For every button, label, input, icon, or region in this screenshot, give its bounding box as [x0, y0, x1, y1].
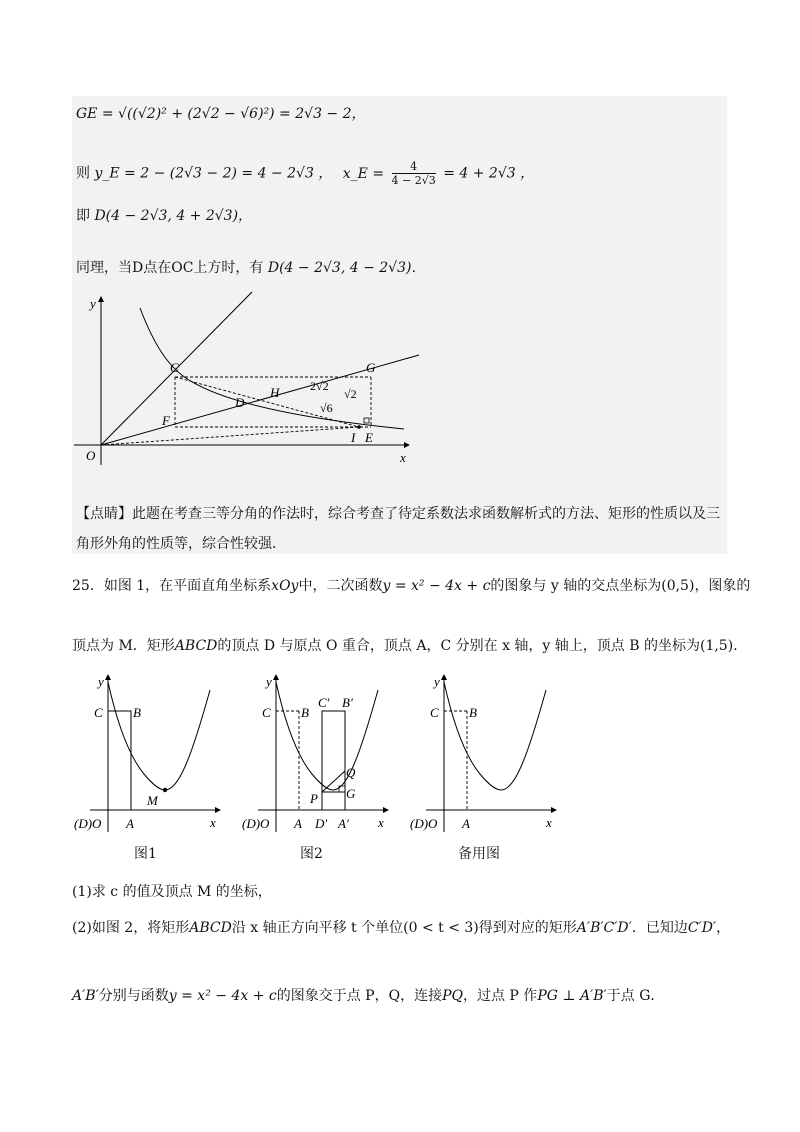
d2-text: 同理，当D点在OC上方时，有: [76, 260, 264, 276]
f3-label-b: B: [469, 705, 477, 720]
label-y: y: [90, 296, 96, 311]
f2-label-x: x: [378, 815, 384, 830]
p25-l2b: ABCD: [174, 638, 218, 654]
comment-line-2: 角形外角的性质等，综合性较强．: [76, 536, 286, 552]
f3-label-y: y: [434, 674, 440, 689]
q2g: ．已知边: [631, 920, 688, 936]
label-2sqrt2: 2√2: [310, 379, 329, 393]
label-c: C: [170, 360, 179, 375]
f2-label-a: A: [294, 816, 302, 831]
f1-label-b: B: [133, 705, 141, 720]
q3f: ，过点 P 作: [462, 988, 538, 1004]
solution-diagram: [74, 290, 424, 470]
parabola: [108, 682, 210, 790]
label-f: F: [162, 413, 170, 428]
f2-label-a-prime: A′: [338, 816, 349, 831]
label-x: x: [400, 450, 406, 465]
f2-label-q: Q: [346, 765, 356, 780]
label-h: H: [270, 385, 280, 400]
label-g: G: [366, 360, 376, 375]
q2d: (0 < t < 3): [403, 920, 479, 936]
f1-label-m: M: [147, 793, 158, 808]
caption-figure-2: 图2: [300, 846, 323, 862]
q3g: PG ⊥ A′B′: [537, 988, 607, 1004]
ye-xe-equation: [76, 160, 534, 187]
p25-l2c: 的顶点 D 与原点 O 重合，顶点 A，C 分别在 x 轴，y 轴上，顶点 B 的坐标为: [217, 638, 700, 654]
label-d: D: [235, 395, 245, 410]
p25-l1b: xOy: [271, 578, 299, 594]
xe-numerator: 4: [392, 160, 436, 174]
f1-label-x: x: [210, 815, 216, 830]
question-2-line1: [72, 918, 730, 938]
f2-label-y: y: [266, 674, 272, 689]
problem25-line1: [72, 576, 750, 596]
right-angle-mark: [364, 418, 369, 423]
p25-l2d: (1,5): [699, 638, 734, 654]
q2h: C′D′: [687, 920, 717, 936]
f2-label-b: B: [301, 705, 309, 720]
label-e: E: [365, 430, 373, 445]
p25-l2a: 顶点为 M．矩形: [72, 638, 175, 654]
caption-figure-spare: 备用图: [458, 846, 500, 862]
q2b: ABCD: [189, 920, 232, 936]
f2-label-b-prime: B′: [342, 695, 353, 710]
q3b: 分别与函数: [98, 988, 169, 1004]
q3c: y = x² − 4x + c: [168, 988, 277, 1004]
q3a: A′B′: [72, 988, 99, 1004]
label-i: I: [351, 430, 356, 445]
question-1: (1)求 c 的值及顶点 M 的坐标，: [72, 884, 272, 900]
q3h: 于点 G．: [606, 988, 665, 1004]
xe-denominator: 4 − 2√3: [391, 174, 436, 187]
d2-expression: D(4 − 2√3, 4 − 2√3)．: [267, 260, 426, 276]
f2-label-do: (D)O: [242, 816, 270, 831]
caption-figure-1: 图1: [134, 846, 157, 862]
f3-label-x: x: [546, 815, 552, 830]
f1-label-a: A: [126, 816, 134, 831]
label-sqrt6: √6: [320, 401, 333, 415]
figure-2: [238, 672, 398, 838]
p25-l1e: 的图象与 y 轴的交点坐标为: [490, 578, 662, 594]
ye-prefix: 则: [76, 165, 90, 182]
f2-label-d-prime: D′: [315, 816, 328, 831]
q2a: (2)如图 2，将矩形: [72, 920, 190, 936]
f3-label-do: (D)O: [410, 816, 438, 831]
q3d: 的图象交于点 P，Q，连接: [276, 988, 443, 1004]
f3-label-c: C: [430, 705, 439, 720]
parabola: [444, 682, 546, 790]
d1-prefix: 即: [76, 208, 90, 224]
xe-right: = 4 + 2√3 ，: [443, 165, 535, 182]
f2-label-c: C: [262, 705, 271, 720]
q2f: A′B′C′D′: [576, 920, 632, 936]
translated-rectangle: [322, 711, 345, 810]
ge-equation: GE = √((√2)² + (2√2 − √6)²) = 2√3 − 2，: [76, 106, 366, 122]
vertex-m: [163, 788, 167, 792]
p25-l1c: 中，二次函数: [298, 578, 383, 594]
f3-label-a: A: [462, 816, 470, 831]
f1-label-c: C: [94, 705, 103, 720]
d1-expression: D(4 − 2√3, 4 + 2√3)，: [94, 208, 253, 224]
label-o: O: [86, 448, 96, 463]
f2-label-p: P: [310, 791, 318, 806]
problem25-line2: [72, 636, 747, 656]
d-coordinate-1: [76, 206, 252, 226]
p25-l1f: (0,5): [661, 578, 695, 594]
q2c: 沿 x 轴正方向平移 t 个单位: [231, 920, 404, 936]
y-axis-arrow: [98, 296, 104, 302]
figure-1: [70, 672, 230, 838]
q2e: 得到对应的矩形: [478, 920, 577, 936]
d-coordinate-2: [76, 258, 425, 278]
p25-l1a: 25．如图 1，在平面直角坐标系: [72, 578, 272, 594]
f1-label-y: y: [98, 674, 104, 689]
xe-left: x_E =: [342, 165, 385, 182]
q2i: ，: [716, 920, 731, 936]
hyperbola-curve: [140, 308, 404, 429]
p25-l1d: y = x² − 4x + c: [382, 578, 491, 594]
question-2-line2: [72, 986, 664, 1006]
q3e: PQ: [442, 988, 463, 1004]
f2-label-g: G: [346, 786, 356, 801]
p25-l1g: ，图象的: [694, 578, 751, 594]
label-sqrt2: √2: [344, 387, 357, 401]
f1-label-do: (D)O: [74, 816, 102, 831]
p25-l2e: ．: [733, 638, 748, 654]
segment-pq: [322, 771, 345, 792]
xe-fraction: [392, 160, 436, 187]
comment-line-1: 【点睛】此题在考查三等分角的作法时，综合考查了待定系数法求函数解析式的方法、矩形的性质以及三: [76, 506, 720, 522]
point-i-dot: [357, 425, 361, 429]
x-axis-arrow: [404, 442, 410, 448]
figure-spare: [406, 672, 566, 838]
ye-expression: y_E = 2 − (2√3 − 2) = 4 − 2√3 ，: [94, 165, 333, 182]
f2-label-c-prime: C′: [318, 695, 330, 710]
